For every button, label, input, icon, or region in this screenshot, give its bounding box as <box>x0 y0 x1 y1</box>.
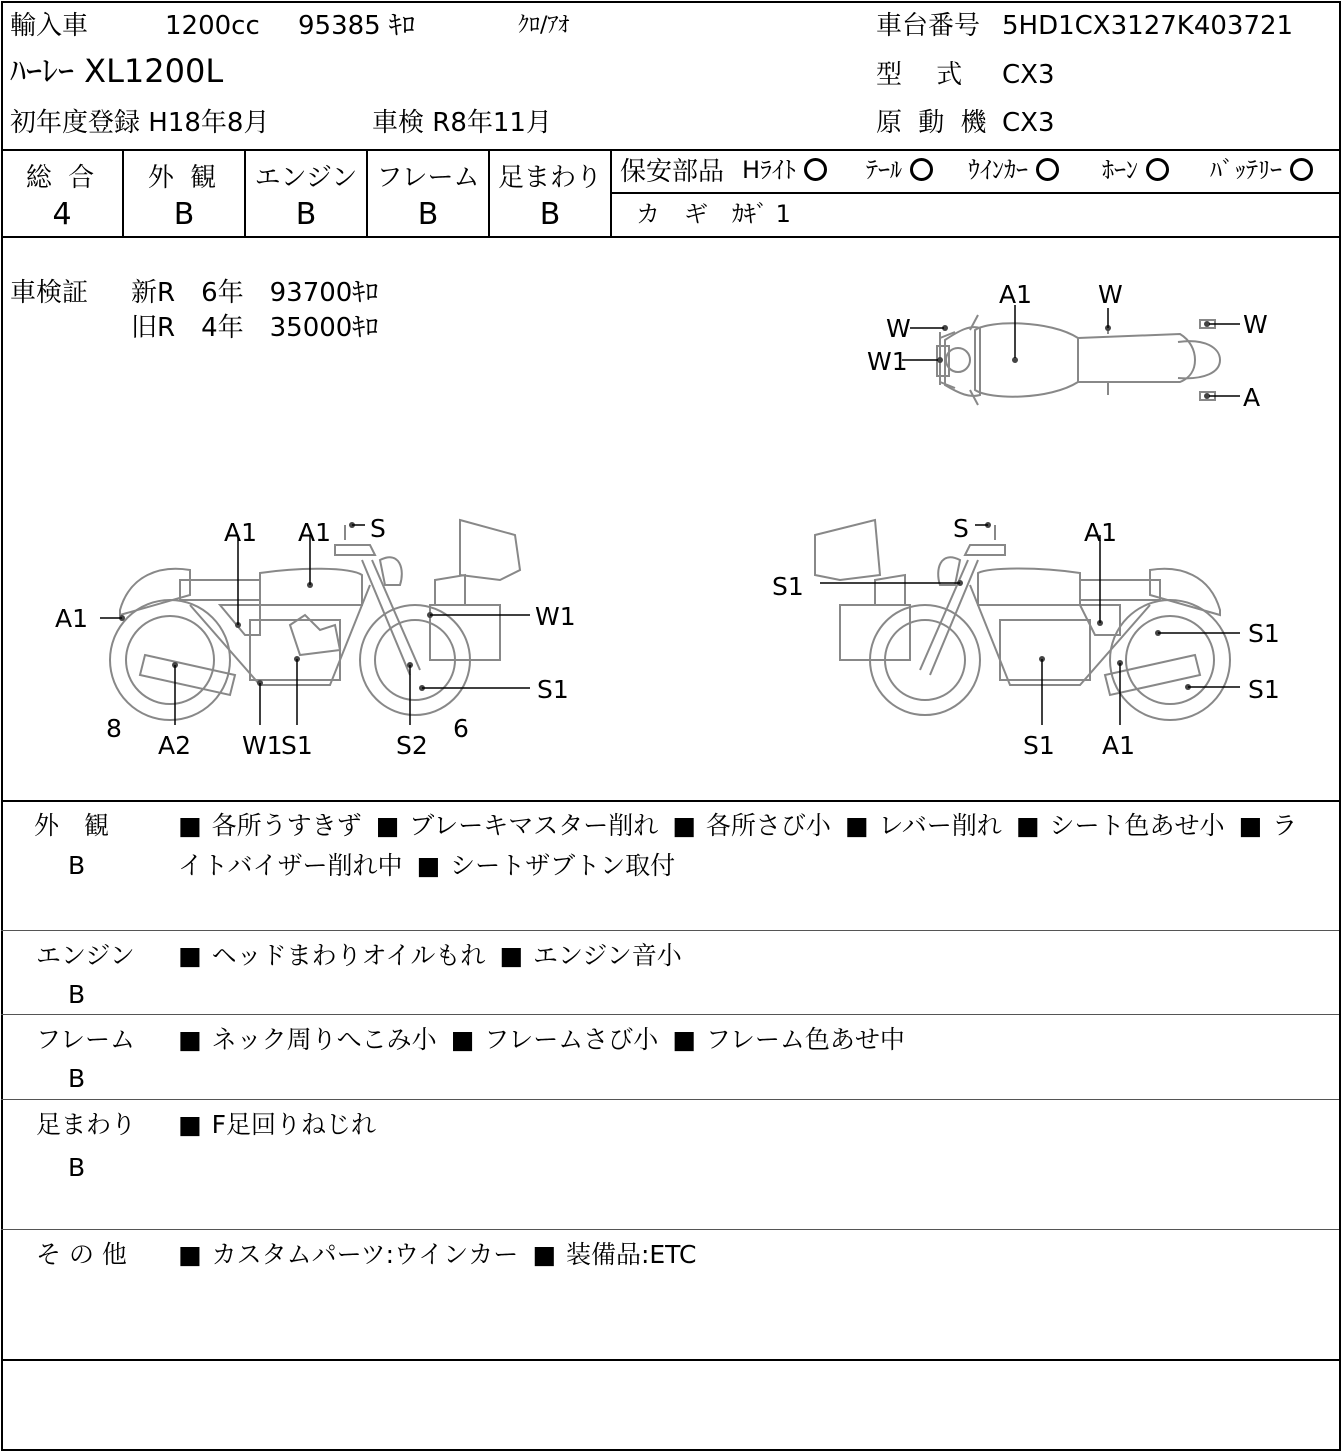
safety-horn <box>1102 158 1169 183</box>
safety-winker-label: ｳｲﾝｶｰ <box>968 156 1028 184</box>
note-item: ■ 各所うすきず <box>178 811 362 840</box>
section-suspension-grade: B <box>68 1153 86 1182</box>
divider <box>1 236 1339 238</box>
model-type: CX3 <box>1002 60 1055 90</box>
check-circle-icon <box>910 158 933 181</box>
section-frame-title: フレーム <box>36 1025 136 1054</box>
safety-headlight-label: Hﾗｲﾄ <box>742 156 797 184</box>
divider <box>1 1229 1339 1230</box>
check-circle-icon <box>1290 158 1313 181</box>
diag-label: S <box>370 514 386 543</box>
diag-label: W1 <box>867 347 908 376</box>
grade-exterior-label: 外 観 <box>147 163 221 193</box>
diag-label: S1 <box>1248 619 1280 648</box>
note-item: ■ カスタムパーツ:ウインカー <box>178 1240 518 1269</box>
diag-label: S1 <box>1023 731 1055 760</box>
engine-type: CX3 <box>1002 108 1055 138</box>
note-item: ■ フレームさび小 <box>451 1025 659 1054</box>
diag-label: 6 <box>453 714 469 743</box>
diag-label: A1 <box>224 518 258 547</box>
divider <box>1 1359 1339 1361</box>
section-engine-grade: B <box>68 980 86 1009</box>
divider <box>1 930 1339 931</box>
color: ｸﾛ/ｱｵ <box>518 13 570 38</box>
cert-label: 車検証 <box>10 278 89 308</box>
diag-label: W <box>1243 310 1268 339</box>
section-suspension-title: 足まわり <box>36 1110 137 1139</box>
safety-horn-label: ﾎｰﾝ <box>1102 156 1138 184</box>
diag-label: W <box>1098 280 1123 309</box>
section-frame-notes <box>178 1020 1318 1060</box>
diag-label: W1 <box>535 602 576 631</box>
divider <box>611 192 1339 194</box>
diag-label: 8 <box>106 714 122 743</box>
diag-label: A1 <box>999 280 1033 309</box>
diag-label: S1 <box>537 675 569 704</box>
model-type-label: 型 式 <box>876 60 963 90</box>
safety-tail-label: ﾃｰﾙ <box>866 156 902 184</box>
diag-label: A2 <box>158 731 192 760</box>
section-other-title: そ の 他 <box>36 1240 127 1269</box>
note-item: ■ ライトバイザー削れ中 <box>178 811 1297 880</box>
grade-engine-value: B <box>295 197 317 232</box>
grade-overall-label: 総 合 <box>25 163 99 193</box>
note-item: ■ ヘッドまわりオイルもれ <box>178 941 485 970</box>
inspection-date: 車検 R8年11月 <box>372 108 552 138</box>
safety-battery-label: ﾊﾞｯﾃﾘｰ <box>1210 156 1282 184</box>
cert-new: 新R 6年 93700ｷﾛ <box>131 278 379 308</box>
note-item: ■ エンジン音小 <box>499 941 681 970</box>
check-circle-icon <box>804 158 827 181</box>
diag-label: A1 <box>1102 731 1136 760</box>
diag-label: S2 <box>396 731 428 760</box>
diag-label: A1 <box>1084 518 1118 547</box>
engine-label: 原 動 機 <box>876 108 991 138</box>
diag-label: A1 <box>298 518 332 547</box>
divider <box>1 1099 1339 1100</box>
section-other-notes <box>178 1235 1318 1275</box>
divider <box>1 1014 1339 1015</box>
vehicle-type: 輸入車 <box>10 11 89 41</box>
safety-tail <box>866 158 933 183</box>
diag-label: S <box>953 514 969 543</box>
grade-engine-label: エンジン <box>254 163 358 193</box>
diag-label: S1 <box>281 731 313 760</box>
note-item: ■ シートザブトン取付 <box>417 851 676 880</box>
grade-suspension-label: 足まわり <box>497 163 602 193</box>
diag-label: S1 <box>772 572 804 601</box>
note-item: ■ フレーム色あせ中 <box>672 1025 905 1054</box>
grade-frame-value: B <box>417 197 439 232</box>
check-circle-icon <box>1146 158 1169 181</box>
mileage: 95385 ｷﾛ <box>298 11 415 41</box>
bike-right-view-diagram <box>800 505 1240 725</box>
diag-label: A <box>1243 383 1261 412</box>
safety-winker <box>968 158 1059 183</box>
frame-number-label: 車台番号 <box>876 11 981 41</box>
grade-frame-label: フレーム <box>376 163 480 193</box>
note-item: ■ ブレーキマスター削れ <box>376 811 659 840</box>
section-engine-title: エンジン <box>36 941 135 970</box>
section-exterior-grade: B <box>68 851 86 880</box>
note-item: ■ ネック周りへこみ小 <box>178 1025 437 1054</box>
diag-label: A1 <box>55 604 89 633</box>
note-item: ■ レバー削れ <box>845 811 1002 840</box>
bike-top-view-diagram <box>860 270 1280 420</box>
section-exterior-title: 外 観 <box>34 811 110 840</box>
grade-suspension-value: B <box>539 197 561 232</box>
divider <box>1 149 1339 151</box>
cert-old: 旧R 4年 35000ｷﾛ <box>131 313 379 343</box>
note-item: ■ 装備品:ETC <box>532 1240 696 1269</box>
section-suspension-notes <box>178 1105 1318 1145</box>
note-item: ■ シート色あせ小 <box>1016 811 1225 840</box>
safety-battery <box>1210 158 1313 183</box>
divider <box>1 800 1339 802</box>
diag-label: S1 <box>1248 675 1280 704</box>
frame-number: 5HD1CX3127K403721 <box>1002 11 1294 41</box>
diag-label: W <box>886 314 911 343</box>
key-count: カ ギ ｶｷﾞ 1 <box>636 200 791 228</box>
diag-label: W1 <box>242 731 283 760</box>
safety-headlight <box>742 158 827 183</box>
safety-title: 保安部品 <box>620 157 725 187</box>
section-engine-notes <box>178 936 1318 976</box>
note-item: ■ F足回りねじれ <box>178 1110 376 1139</box>
grade-overall-value: 4 <box>52 197 72 232</box>
displacement: 1200cc <box>165 11 260 41</box>
grade-exterior-value: B <box>173 197 195 232</box>
note-item: ■ 各所さび小 <box>672 811 831 840</box>
check-circle-icon <box>1036 158 1059 181</box>
first-registration: 初年度登録 H18年8月 <box>10 108 270 138</box>
model-name: ﾊｰﾚｰ XL1200L <box>10 52 224 90</box>
section-frame-grade: B <box>68 1064 86 1093</box>
section-exterior-notes <box>178 806 1318 886</box>
